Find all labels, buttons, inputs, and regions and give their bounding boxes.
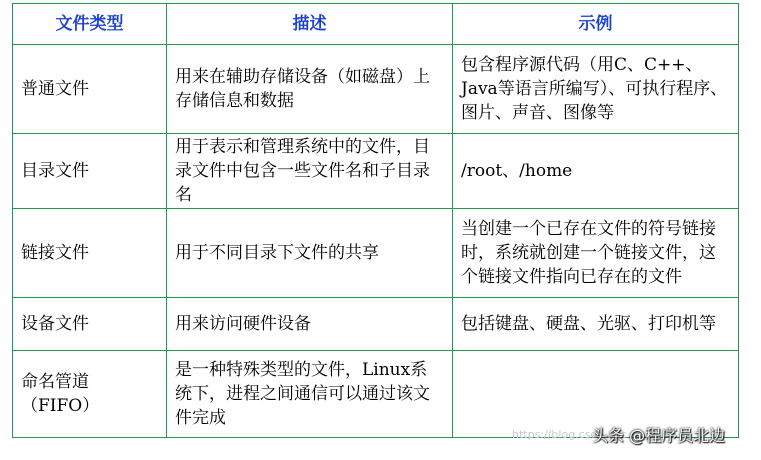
header-example: 示例 bbox=[453, 4, 739, 45]
source-watermark: 头条 @程序员北边 bbox=[592, 426, 726, 445]
table-row bbox=[13, 209, 739, 298]
table-header-row bbox=[13, 4, 739, 45]
file-type-cell: 链接文件 bbox=[13, 209, 167, 298]
example-cell: 当创建一个已存在文件的符号链接时，系统就创建一个链接文件，这个链接文件指向已存在的文件 bbox=[453, 209, 739, 298]
example-cell: 包括键盘、硬盘、光驱、打印机等 bbox=[453, 298, 739, 351]
file-type-cell: 设备文件 bbox=[13, 298, 167, 351]
file-type-cell: 普通文件 bbox=[13, 45, 167, 134]
header-description: 描述 bbox=[167, 4, 453, 45]
table-row bbox=[13, 134, 739, 209]
description-cell: 用来在辅助存储设备（如磁盘）上存储信息和数据 bbox=[167, 45, 453, 134]
description-cell: 是一种特殊类型的文件，Linux系统下，进程之间通信可以通过该文件完成 bbox=[167, 351, 453, 438]
table-row bbox=[13, 45, 739, 134]
example-cell: 包含程序源代码（用C、C++、Java等语言所编写）、可执行程序、图片、声音、图像等 bbox=[453, 45, 739, 134]
table-row bbox=[13, 298, 739, 351]
file-types-table bbox=[12, 3, 739, 438]
watermark-text: https://blog.csdn.net bbox=[512, 428, 626, 441]
example-cell: /root、/home bbox=[453, 134, 739, 209]
description-cell: 用来访问硬件设备 bbox=[167, 298, 453, 351]
description-cell: 用于不同目录下文件的共享 bbox=[167, 209, 453, 298]
file-type-cell: 命名管道（FIFO） bbox=[13, 351, 167, 438]
file-type-cell: 目录文件 bbox=[13, 134, 167, 209]
description-cell: 用于表示和管理系统中的文件，目录文件中包含一些文件名和子目录名 bbox=[167, 134, 453, 209]
header-file-type: 文件类型 bbox=[13, 4, 167, 45]
